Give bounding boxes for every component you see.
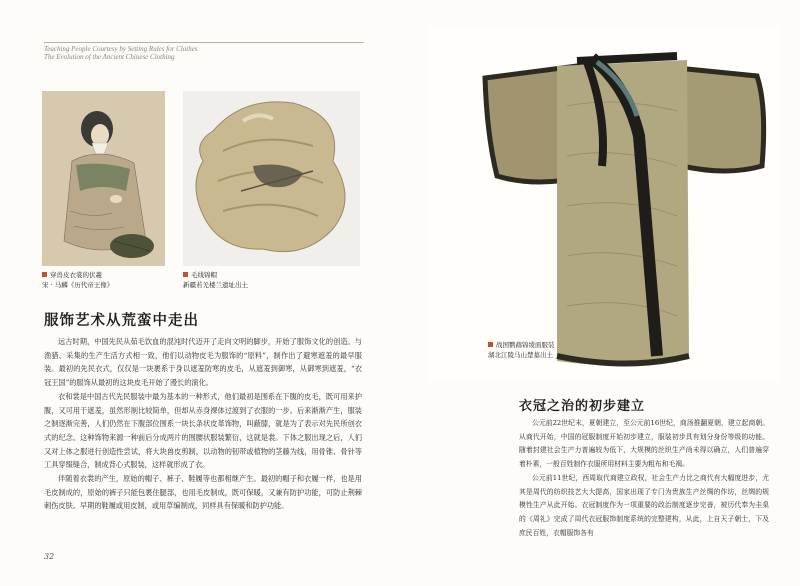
caption-robe-source: 湖北江陵马山楚墓出土 — [488, 351, 553, 359]
header-rule — [44, 42, 364, 43]
left-section-title: 服饰艺术从荒蛮中走出 — [44, 312, 199, 329]
right-paragraph-1: 公元前22世纪末，夏朝建立，至公元前16世纪，商汤推翻夏朝，建立起商朝。从商代开始，中国的冠服制度开始初步建立，服装初步具有划分身份等级的功能。随着封建社会生产力普遍较为低下，大规模的丝织生产尚未得以确立，人们普遍穿着朴素，一般百姓制作衣服所用材料主要为粗布和毛褐。 — [519, 419, 769, 469]
wool-hat-image — [183, 91, 360, 266]
fuxi-painting-image — [42, 91, 165, 266]
left-paragraph-1: 远古时期，中国先民从茹毛饮血的混沌时代迈开了走向文明的脚步，开始了服饰文化的创造。与渔猎、采集的生产生活方式相一致，他们以动物皮毛为服饰的“原料”，制作出了避寒遮羞的最早服装。最初的先民衣式，仅仅是一块裹系于身以遮羞防寒的皮毛，从遮羞到御寒，从御寒到遮羞，“衣冠王国”的服饰从最初的这块皮毛开始了漫长的演化。 — [44, 337, 362, 388]
left-body-text — [44, 335, 362, 513]
left-paragraph-3: 伴随着衣裳的产生，原始的帽子、裤子、鞋履等也都相继产生。最初的帽子和衣履一样，也是用毛皮制成的，原始的裤子只能包裹住腿部，也用毛皮制成，既可保暖，又兼有防护功能，可防止荆棘刺伤皮肤。早期的鞋履或用皮制，或用草编制成，同样具有保暖和防护功能。 — [44, 474, 362, 511]
right-section-title: 衣冠之治的初步建立 — [519, 399, 646, 414]
running-header-line2: The Evolution of the Ancient Chinese Clothing — [44, 53, 175, 61]
caption-fuxi — [42, 270, 113, 290]
caption-robe — [488, 340, 555, 360]
robe-image — [427, 26, 779, 382]
right-body-text — [519, 417, 769, 540]
caption-marker — [488, 342, 493, 347]
caption-fuxi-title: 穿兽皮衣裳的伏羲 — [50, 271, 102, 279]
caption-fuxi-source: 宋 · 马麟《历代帝王像》 — [42, 281, 114, 289]
caption-wool-hat-title: 毛线锦帽 — [191, 271, 217, 279]
caption-wool-hat — [183, 270, 248, 290]
caption-marker — [183, 272, 188, 277]
left-paragraph-2: 衣和裳是中国古代先民服装中最为基本的一种形式，他们最初是围系在下腹的皮毛，既可用来护腹，又可用于遮羞，虽然形制比较简单，但却从赤身裸体过渡到了衣服的一步。后来渐渐产生，服装之制逐渐完善，人们仍然在下腹部位围系一块长条状皮革饰物，叫蔽膝，就是为了表示对先民所创衣式的纪念。这种饰物来源一种前后分成两片的围腰状服装繁衍，这就是裳。下体之服出现之后，人们又对上体之服进行创造性尝试，将大块兽皮剪制，以动物的韧带或植物的茎藤为线，用骨锥、骨针等工具穿缀缝合，制成背心式服装，这样就形成了衣。 — [44, 391, 362, 470]
right-page — [400, 0, 800, 586]
caption-wool-hat-source: 新疆若羌楼兰遗址出土 — [183, 281, 248, 289]
page-number: 32 — [44, 552, 55, 561]
caption-marker — [42, 272, 47, 277]
running-header-line1: Teaching People Courtesy by Setting Rules for Clothes — [44, 45, 198, 53]
right-paragraph-2: 公元前11世纪，西周取代商建立政权，社会生产力比之商代有大幅度进步，尤其是周代的纺织技艺大大提高，国家出现了专门为贵族生产丝绸的作坊，丝绸的规模性生产从此开始。衣冠制度作为一项重要的政治制度逐步完善，被历代奉为圭臬的《周礼》完成了周代衣冠服饰制度系统的完整建构，从此，上自天子朝士，下及庶民百姓，衣帽服饰各有 — [519, 473, 769, 537]
caption-robe-title: 战国鹦鹉锦绫面服装 — [496, 341, 555, 349]
